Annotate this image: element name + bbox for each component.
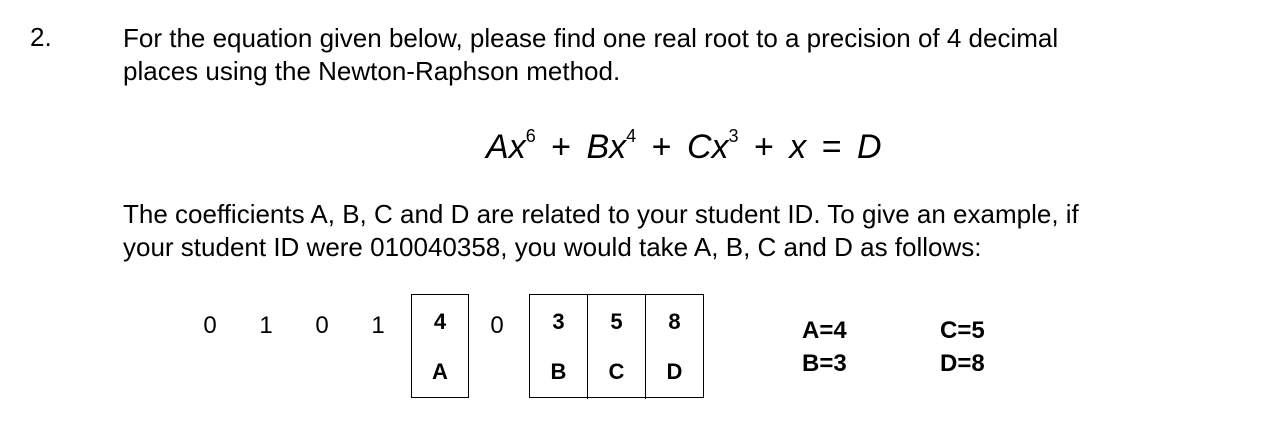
id-digit-4: 1 (371, 312, 385, 339)
assignment-c: C=5 (940, 317, 985, 344)
term3-var: x (711, 128, 729, 166)
equation (486, 125, 882, 167)
explanation (123, 198, 1233, 264)
assignment-d: D=8 (940, 350, 985, 377)
term2-var: x (609, 128, 627, 166)
box-col-d (646, 295, 703, 399)
equals-sign: = (821, 128, 842, 166)
box-letter-d: D (666, 359, 683, 384)
id-digit-2: 1 (259, 312, 273, 339)
term2 (586, 125, 637, 166)
box-digit-a: 4 (433, 309, 447, 334)
term2-exp: 4 (626, 125, 637, 146)
id-digit-3: 0 (315, 312, 329, 339)
id-digit-1: 0 (203, 312, 217, 339)
term3-coef: C (686, 128, 712, 166)
box-letter-a: A (432, 359, 448, 384)
term1-coef: A (486, 128, 509, 166)
box-digit-c: 5 (610, 309, 623, 334)
box-letter-c: C (608, 359, 625, 384)
term1 (486, 125, 536, 166)
plus-3: + (753, 128, 774, 166)
term4-var: x (789, 128, 807, 166)
term3 (686, 125, 739, 166)
box-col-a (412, 295, 468, 399)
digit-box-bcd (529, 294, 704, 398)
box-digit-b: 3 (552, 309, 565, 334)
intro-line-1: For the equation given below, please find one real root to a precision of 4 decimal (123, 23, 1059, 53)
assignment-b: B=3 (802, 350, 847, 377)
box-digit-d: 8 (668, 309, 681, 334)
assignment-a: A=4 (802, 317, 847, 344)
digit-box-a (411, 294, 469, 398)
explanation-line-2: your student ID were 010040358, you would take A, B, C and D as follows: (123, 232, 982, 262)
box-col-b (530, 295, 588, 399)
term3-exp: 3 (728, 125, 739, 146)
term1-var: x (508, 128, 526, 166)
term1-exp: 6 (525, 125, 536, 146)
question-intro (123, 22, 1233, 88)
term2-coef: B (586, 128, 610, 166)
intro-line-2: places using the Newton-Raphson method. (123, 56, 621, 86)
box-col-c (588, 295, 646, 399)
plus-2: + (651, 128, 672, 166)
question-number: 2. (30, 22, 52, 52)
box-letter-b: B (550, 359, 567, 384)
rhs: D (857, 128, 882, 166)
explanation-line-1: The coefficients A, B, C and D are related to your student ID. To give an example, if (123, 199, 1079, 229)
id-digit-6: 0 (490, 312, 504, 339)
plus-1: + (551, 128, 572, 166)
